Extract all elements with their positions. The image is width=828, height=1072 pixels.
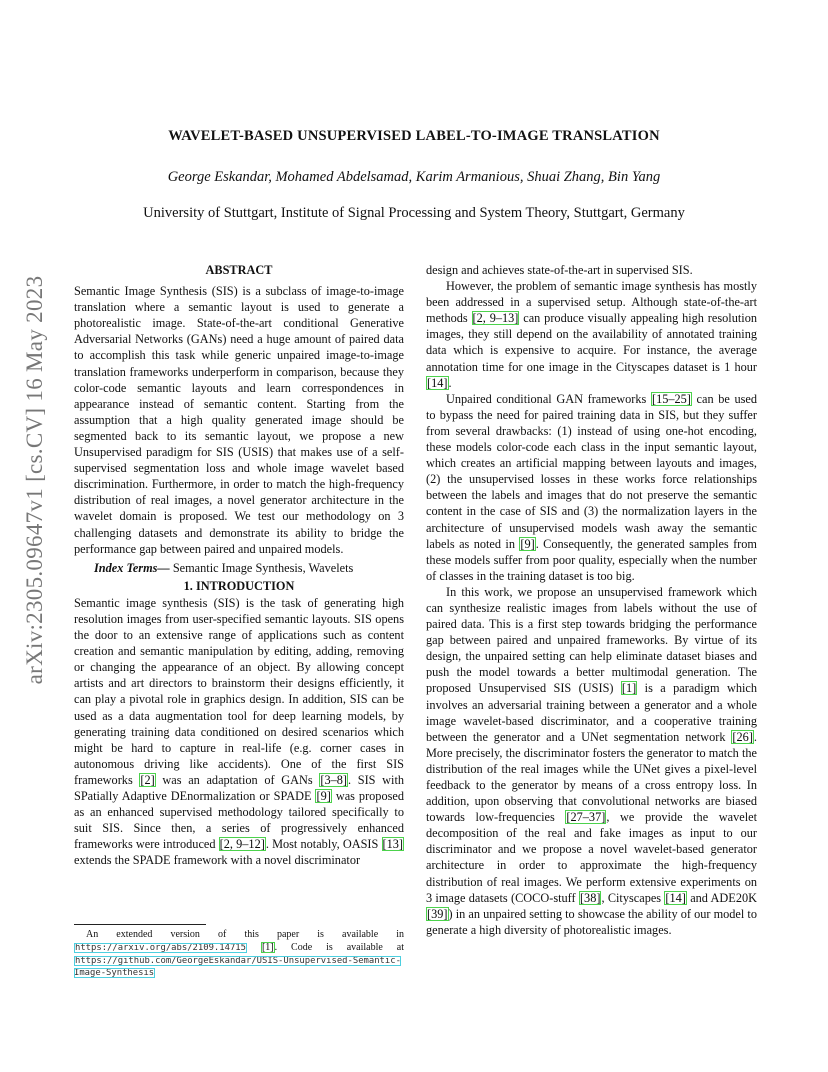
intro-paragraph-1 — [74, 595, 404, 869]
paper-title: WAVELET-BASED UNSUPERVISED LABEL-TO-IMAGE TRANSLATION — [168, 128, 660, 144]
citation-link[interactable]: [1] — [261, 941, 274, 953]
arxiv-identifier-stamp — [20, 270, 50, 690]
citation-link[interactable]: [14] — [665, 890, 686, 905]
left-column — [74, 262, 404, 868]
github-url-link[interactable]: https://github.com/GeorgeEskandar/USIS-Unsupervised-Semantic-Image-Synthesis — [74, 955, 401, 979]
arxiv-identifier-text: arXiv:2305.09647v1 [cs.CV] 16 May 2023 — [22, 275, 47, 685]
intro-text: , we provide the wavelet decomposition of the real and fake images as input to our discriminator and we propose a novel wavelet-based generator architecture in order to approximate the high-frequency distribution of real images. We perform extensive experiments on 3 image datasets (COCO-stuff — [426, 810, 758, 905]
intro-text: was proposed as an enhanced supervised methodology tailored specifically to suit SIS. Since then, a series of progressively enhanced frameworks were introduced — [74, 789, 404, 852]
intro-text: In this work, we propose an unsupervised framework which can synthesize realistic images from labels without the use of paired data. This is a first step towards bridging the performance gap between paired and unpaired frameworks. By virtue of its design, the unpaired setting can help eliminate dataset biases and push the model towards a better multimodal generation. The proposed Unsupervised SIS (USIS) — [426, 584, 757, 696]
right-column — [426, 262, 757, 938]
abstract-heading: ABSTRACT — [205, 263, 273, 277]
citation-link[interactable]: [2, 9–13] — [472, 311, 519, 326]
intro-text: . — [448, 375, 452, 390]
index-terms-label: Index Terms— — [94, 560, 170, 575]
citation-link[interactable]: [1] — [621, 681, 637, 696]
intro-text: . Most notably, OASIS — [265, 837, 379, 852]
intro-paragraph-4 — [426, 584, 757, 938]
citation-link[interactable]: [3–8] — [320, 772, 347, 787]
index-terms-text: Semantic Image Synthesis, Wavelets — [172, 560, 354, 575]
intro-text: , Cityscapes — [601, 890, 662, 905]
intro-text: and ADE20K — [690, 890, 758, 905]
citation-link[interactable]: [2] — [140, 772, 155, 787]
intro-text: . More precisely, the discriminator fosters the generator to match the distribution of the real images while the UNet gives a pixel-level feedback to the generator by means of a cross entropy loss. In addition, upon observing that convolutional networks are biased towards low-frequencies — [426, 729, 757, 825]
citation-link[interactable]: [9] — [316, 789, 331, 803]
intro-paragraph-2 — [426, 278, 757, 391]
intro-text: can be used to bypass the need for paired training data in SIS, but they suffer from several drawbacks: (1) instead of using one-hot encoding, these models color-code each class in the input semantic layout, which creates an artificial mapping between layouts and images, (2) the unsupervised losses in these works force relationships between the labels and images that do not preserve the semantic content in the case of SIS and (3) the normalization layers in the architecture of unsupervised models wash away the semantic labels as noted in — [426, 391, 758, 551]
intro-continuation: design and achieves state-of-the-art in supervised SIS. — [426, 263, 693, 277]
intro-text: Semantic image synthesis (SIS) is the task of generating high resolution images from user-specified semantic layouts. SIS opens the door to an extensive range of applications such as content creation and semantic manipulation by editing, adding, removing or changing the appearance of an object. By allowing concept artists and art directors to brainstorm their designs efficiently, it can play a pivotal role in graphics design. In addition, SIS can be used as a data augmentation tool for deep learning models, by generating training data conditioned on desired scenarios which might be hard to capture in real-life (e.g. corner cases in autonomous driving like accidents). One of the first SIS frameworks — [74, 595, 404, 787]
citation-link[interactable]: [2, 9–12] — [219, 837, 265, 852]
citation-link[interactable]: [15–25] — [651, 391, 691, 406]
intro-paragraph-3 — [426, 391, 757, 584]
citation-link[interactable]: [27–37] — [566, 810, 606, 825]
citation-link[interactable]: [26] — [732, 729, 753, 744]
intro-text: ) in an unpaired setting to showcase the ability of our model to generate a high diversity of photorealistic images. — [426, 906, 757, 937]
abstract-text: Semantic Image Synthesis (SIS) is a subclass of image-to-image translation where a semantic layout is used to generate a photorealistic image. State-of-the-art conditional Generative Adversarial Networks (GANs) need a huge amount of paired data to accomplish this task while generic unpaired image-to-image translation frameworks underperform in comparison, because they color-code semantic layouts and learn correspondences in appearance instead of semantic content. Starting from the assumption that a high quality generated image should be segmented back to its semantic layout, we propose a new Unsupervised paradigm for SIS (USIS) that makes use of a self-supervised segmentation loss and whole image wavelet based discrimination. Furthermore, in order to match the high-frequency distribution of real images, a novel generator architecture in the wavelet domain is proposed. We test our methodology on 3 challenging datasets and demonstrate its ability to bridge the performance gap between paired and unpaired models. — [74, 284, 404, 556]
footnote-text: An extended version of this paper is available in — [86, 929, 404, 940]
citation-link[interactable]: [39] — [427, 906, 448, 921]
introduction-heading: 1. INTRODUCTION — [183, 578, 295, 593]
intro-text: was an adaptation of GANs — [162, 772, 313, 787]
citation-link[interactable]: [14] — [427, 375, 448, 390]
affiliation: University of Stuttgart, Institute of Signal Processing and System Theory, Stuttgart, Germany — [143, 205, 685, 221]
intro-text: . SIS with SPatially Adaptive DEnormalization or SPADE — [74, 772, 405, 803]
footnote — [74, 929, 404, 980]
intro-text: can produce visually appealing high resolution images, they still depend on the availability of annotated training data which is expensive to acquire. For instance, the average annotation time for one image in the Cityscapes dataset is 1 hour — [426, 311, 757, 374]
index-terms — [74, 560, 404, 576]
intro-text: is a paradigm which involves an adversarial training between a generator and a whole image wavelet-based discriminator, and a cooperative training between the generator and a UNet segmentation network — [426, 681, 758, 744]
author-list: George Eskandar, Mohamed Abdelsamad, Karim Armanious, Shuai Zhang, Bin Yang — [167, 169, 661, 185]
arxiv-url-link[interactable]: https://arxiv.org/abs/2109.14715 — [75, 942, 246, 953]
intro-text: . Consequently, the generated samples from these models suffer from poor quality, especially when the number of classes in the training dataset is too big. — [426, 536, 757, 583]
footnote-text: . Code is available at — [274, 941, 404, 953]
intro-text: extends the SPADE framework with a novel discriminator — [74, 853, 361, 868]
citation-link[interactable]: [9] — [520, 536, 535, 551]
intro-text: Unpaired conditional GAN frameworks — [446, 391, 647, 406]
citation-link[interactable]: [38] — [579, 890, 601, 905]
intro-text: However, the problem of semantic image synthesis has mostly been addressed in a supervised setup. Although state-of-the-art methods — [426, 279, 757, 326]
footnote-divider — [74, 924, 206, 925]
citation-link[interactable]: [13] — [382, 837, 404, 852]
